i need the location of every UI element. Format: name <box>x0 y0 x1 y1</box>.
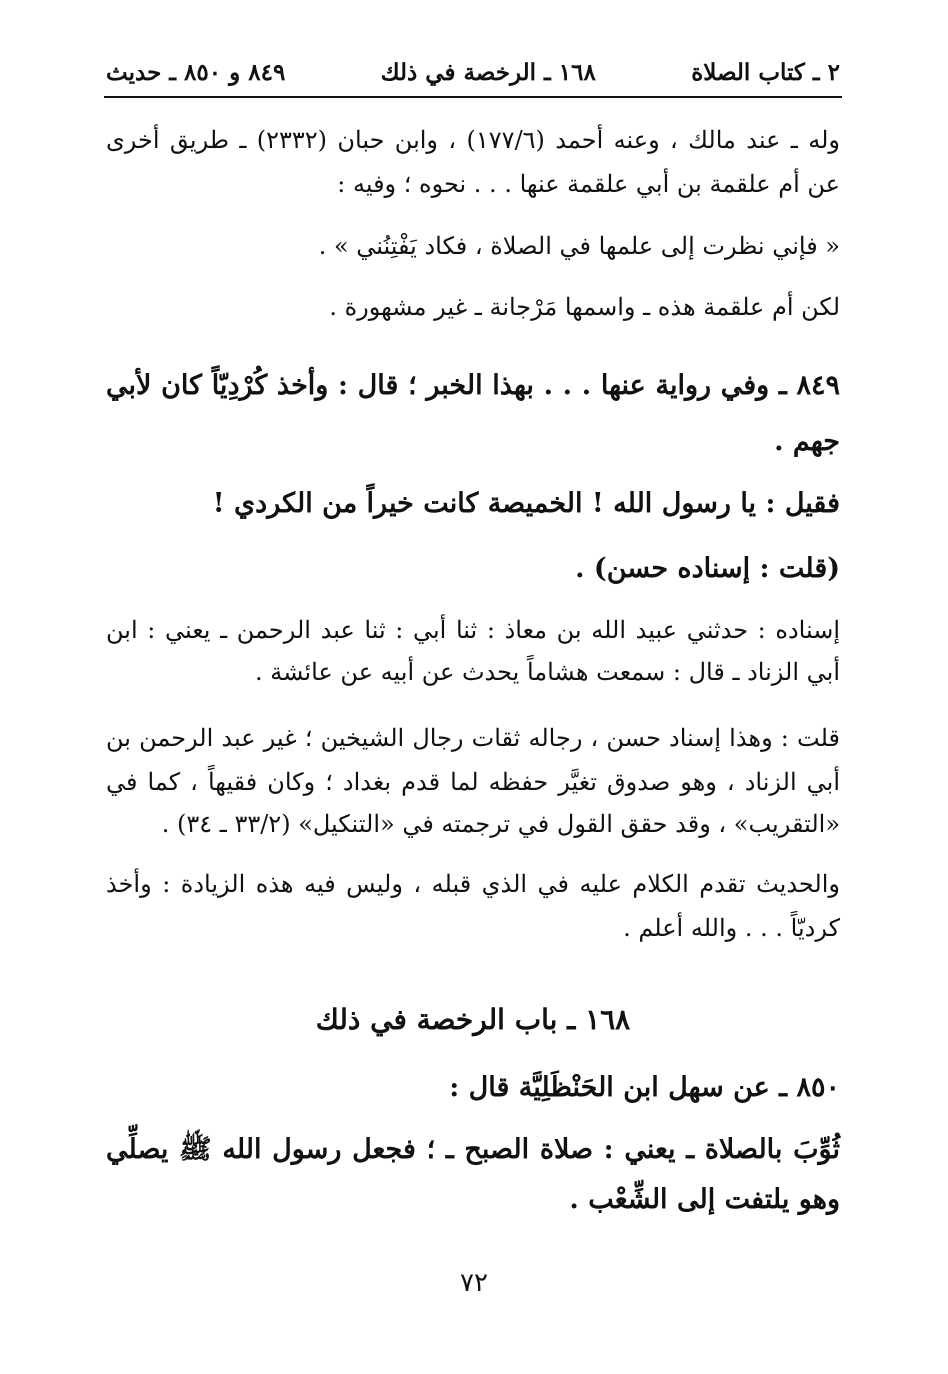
commentary-line: «التقريب» ، وقد حقق القول في ترجمته في «التنكيل» (٣٣/٢ ـ ٣٤) . <box>161 810 840 838</box>
hadith-850-line: ثُوِّبَ بالصلاة ـ يعني : صلاة الصبح ـ ؛ فجعل رسول الله ﷺ يصلِّي <box>106 1134 840 1165</box>
header-book-title: ٢ ـ كتاب الصلاة <box>691 58 840 86</box>
hadith-850-line: وهو يلتفت إلى الشِّعْب . <box>569 1184 840 1215</box>
page-number: ٧٢ <box>460 1268 488 1298</box>
commentary-line: أبي الزناد ، وهو صدوق تغيَّر حفظه لما قدم بغداد ؛ وكان فقيهاً ، كما في <box>106 768 840 796</box>
isnad-line: أبي الزناد ـ قال : سمعت هشاماً يحدث عن أبيه عن عائشة . <box>254 658 840 686</box>
text-line: لكن أم علقمة هذه ـ واسمها مَرْجانة ـ غير مشهورة . <box>329 293 840 321</box>
text-line: عن أم علقمة بن أبي علقمة عنها . . . نحوه ؛ وفيه : <box>337 170 840 198</box>
commentary-line: كرديّاً . . . والله أعلم . <box>623 914 840 942</box>
header-hadith-range: ٨٤٩ و ٨٥٠ ـ حديث <box>106 58 286 86</box>
hadith-849-line: فقيل : يا رسول الله ! الخميصة كانت خيراً من الكردي ! <box>212 488 840 519</box>
chapter-heading: ١٦٨ ـ باب الرخصة في ذلك <box>315 1003 631 1036</box>
hadith-850-line: ٨٥٠ ـ عن سهل ابن الحَنْظَلِيَّة قال : <box>449 1072 840 1103</box>
commentary-line: والحديث تقدم الكلام عليه في الذي قبله ، وليس فيه هذه الزيادة : وأخذ <box>106 870 840 898</box>
header-chapter-title: ١٦٨ ـ الرخصة في ذلك <box>380 58 596 86</box>
isnad-line: إسناده : حدثني عبيد الله بن معاذ : ثنا أبي : ثنا عبد الرحمن ـ يعني : ابن <box>106 616 840 644</box>
quote-line: « فإني نظرت إلى علمها في الصلاة ، فكاد يَفْتِنُني » . <box>318 232 840 260</box>
commentary-line: قلت : وهذا إسناد حسن ، رجاله ثقات رجال الشيخين ؛ غير عبد الرحمن بن <box>106 724 840 752</box>
hadith-849-line: جهم . <box>774 426 840 457</box>
running-header <box>106 52 840 92</box>
text-line: وله ـ عند مالك ، وعنه أحمد (١٧٧/٦) ، وابن حبان (٢٣٣٢) ـ طريق أخرى <box>106 126 840 154</box>
hadith-849-line: ٨٤٩ ـ وفي رواية عنها . . . بهذا الخبر ؛ قال : وأخذ كُرْدِيّاً كان لأبي <box>106 370 840 401</box>
header-divider <box>104 96 842 98</box>
grading-note: (قلت : إسناده حسن) . <box>575 553 840 584</box>
